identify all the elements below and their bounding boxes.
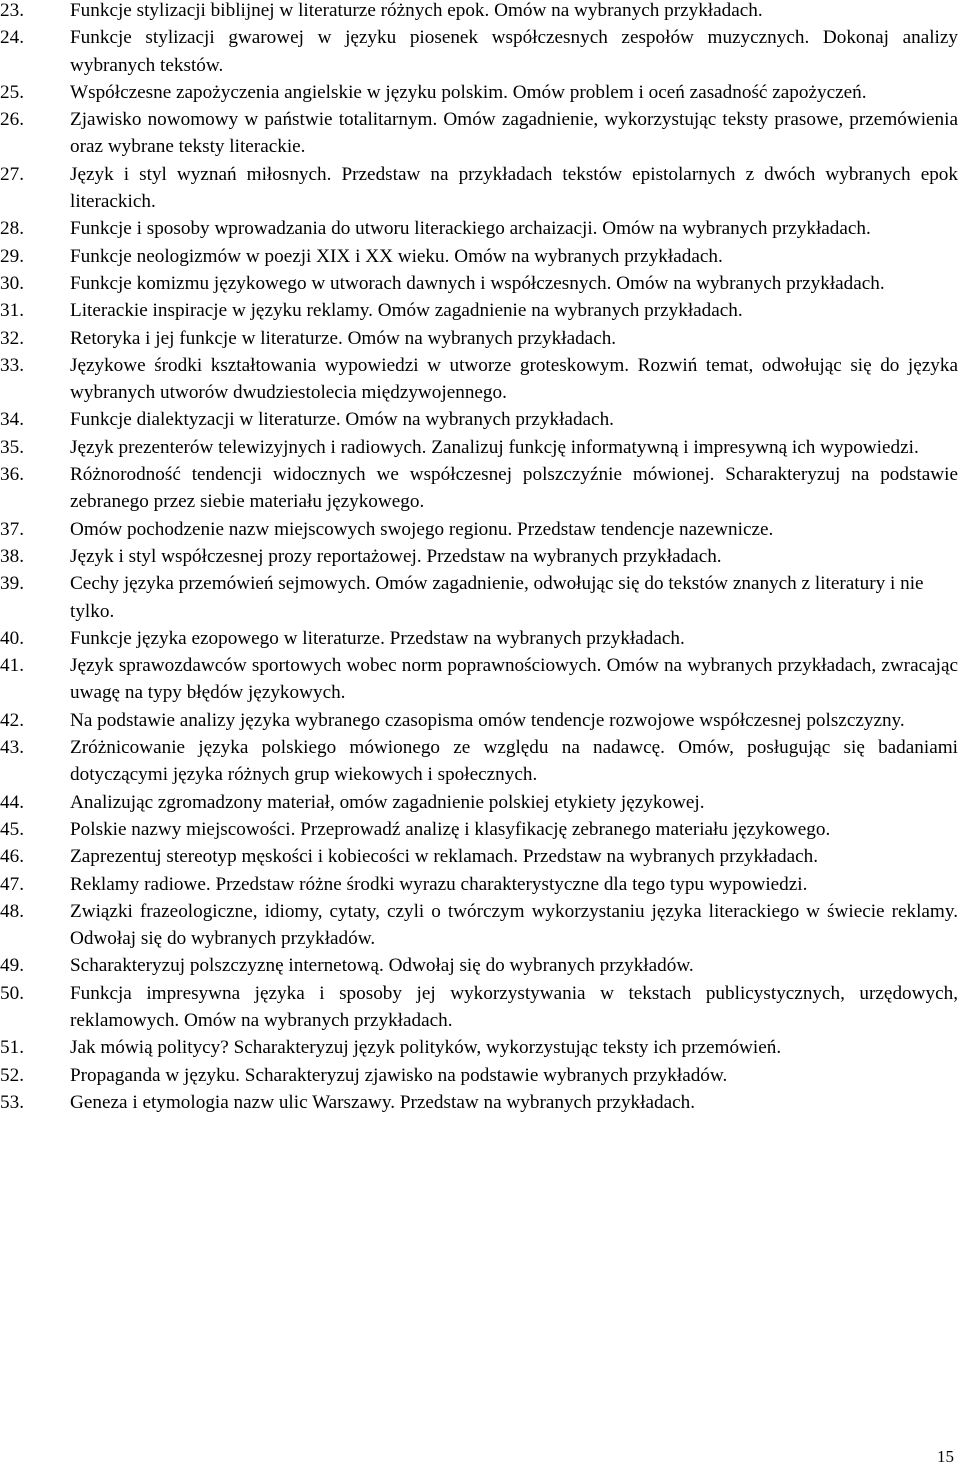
topic-item	[0, 543, 958, 570]
topic-text: Język sprawozdawców sportowych wobec norm poprawnościowych. Omów na wybranych przykładach, zwracając uwagę na typy błędów językowych.	[70, 655, 958, 704]
topic-number: 34.	[0, 409, 24, 431]
topic-text: Polskie nazwy miejscowości. Przeprowadź analizę i klasyfikację zebranego materiału językowego.	[70, 818, 831, 840]
topic-item	[0, 816, 958, 843]
topic-text: Literackie inspiracje w języku reklamy. Omów zagadnienie na wybranych przykładach.	[70, 300, 743, 322]
topic-number: 38.	[0, 545, 24, 567]
topic-item	[0, 325, 958, 352]
topic-item	[0, 570, 958, 625]
topic-item	[0, 871, 958, 898]
topic-text: Język prezenterów telewizyjnych i radiowych. Zanalizuj funkcję informatywną i impresywną ich wypowiedzi.	[70, 436, 919, 458]
topic-number: 45.	[0, 818, 24, 840]
topic-item	[0, 352, 958, 407]
topic-number: 51.	[0, 1037, 24, 1059]
topic-number: 39.	[0, 573, 24, 595]
topic-number: 46.	[0, 846, 24, 868]
topic-text: Jak mówią politycy? Scharakteryzuj język polityków, wykorzystując teksty ich przemówień.	[70, 1037, 782, 1059]
topic-item	[0, 1034, 958, 1061]
topic-number: 40.	[0, 627, 24, 649]
topic-text: Funkcje stylizacji biblijnej w literaturze różnych epok. Omów na wybranych przykładach.	[70, 0, 763, 21]
topic-number: 42.	[0, 709, 24, 731]
topic-item	[0, 898, 958, 953]
topic-item	[0, 980, 958, 1035]
topic-text: Funkcje stylizacji gwarowej w języku piosenek współczesnych zespołów muzycznych. Dokonaj analizy wybranych tekstów.	[70, 27, 958, 76]
topic-text: Różnorodność tendencji widocznych we współczesnej polszczyźnie mówionej. Scharakteryzuj na podstawie zebranego przez siebie materiału językowego.	[70, 464, 958, 513]
topic-item	[0, 270, 958, 297]
topic-text: Język i styl współczesnej prozy reportażowej. Przedstaw na wybranych przykładach.	[70, 545, 722, 567]
topic-text: Omów pochodzenie nazw miejscowych swojego regionu. Przedstaw tendencje nazewnicze.	[70, 518, 774, 540]
topic-number: 25.	[0, 81, 24, 103]
topic-text: Funkcje dialektyzacji w literaturze. Omów na wybranych przykładach.	[70, 409, 614, 431]
topic-text: Funkcja impresywna języka i sposoby jej wykorzystywania w tekstach publicystycznych, urzędowych, reklamowych. Omów na wybranych przykładach.	[70, 982, 958, 1031]
topic-item	[0, 434, 958, 461]
topic-item	[0, 789, 958, 816]
topic-number: 23.	[0, 0, 24, 21]
topic-number: 35.	[0, 436, 24, 458]
topic-item	[0, 1062, 958, 1089]
topic-item	[0, 106, 958, 161]
topic-text: Zaprezentuj stereotyp męskości i kobiecości w reklamach. Przedstaw na wybranych przykładach.	[70, 846, 819, 868]
topic-item	[0, 707, 958, 734]
topic-number: 32.	[0, 327, 24, 349]
topic-text: Językowe środki kształtowania wypowiedzi w utworze groteskowym. Rozwiń temat, odwołując się do języka wybranych utworów dwudziestolecia międzywojennego.	[70, 354, 958, 404]
topic-text: Cechy języka przemówień sejmowych. Omów zagadnienie, odwołując się do tekstów znanych z literatury i nie tylko.	[70, 573, 924, 622]
topic-item	[0, 79, 958, 106]
topic-number: 48.	[0, 900, 24, 922]
topic-number: 24.	[0, 27, 24, 49]
topic-number: 44.	[0, 791, 24, 813]
topic-number: 33.	[0, 354, 24, 376]
topic-item	[0, 243, 958, 270]
topic-text: Związki frazeologiczne, idiomy, cytaty, czyli o twórczym wykorzystaniu języka literackiego w świecie reklamy. Odwołaj się do wybranych przykładów.	[70, 900, 958, 950]
topic-text: Analizując zgromadzony materiał, omów zagadnienie polskiej etykiety językowej.	[70, 791, 705, 813]
topic-text: Scharakteryzuj polszczyznę internetową. Odwołaj się do wybranych przykładów.	[70, 955, 694, 977]
topic-number: 50.	[0, 982, 24, 1004]
topic-text: Zjawisko nowomowy w państwie totalitarnym. Omów zagadnienie, wykorzystując teksty prasowe, przemówienia oraz wybrane teksty literackie.	[70, 109, 958, 158]
topic-text: Propaganda w języku. Scharakteryzuj zjawisko na podstawie wybranych przykładów.	[70, 1064, 728, 1086]
topic-text: Współczesne zapożyczenia angielskie w języku polskim. Omów problem i oceń zasadność zapożyczeń.	[70, 81, 867, 103]
topic-item	[0, 406, 958, 433]
topic-text: Na podstawie analizy języka wybranego czasopisma omów tendencje rozwojowe współczesnej polszczyzny.	[70, 709, 905, 731]
topic-item	[0, 215, 958, 242]
topic-text: Zróżnicowanie języka polskiego mówionego ze względu na nadawcę. Omów, posługując się badaniami dotyczącymi języka różnych grup wiekowych i społecznych.	[70, 737, 958, 786]
topic-item	[0, 625, 958, 652]
page-number: 15	[937, 1447, 954, 1466]
topic-item	[0, 843, 958, 870]
topic-number: 28.	[0, 218, 24, 240]
topic-number: 26.	[0, 109, 24, 131]
topic-item	[0, 734, 958, 789]
topic-number: 52.	[0, 1064, 24, 1086]
topic-item	[0, 1089, 958, 1116]
topic-item	[0, 516, 958, 543]
topic-text: Język i styl wyznań miłosnych. Przedstaw na przykładach tekstów epistolarnych z dwóch wybranych epok literackich.	[70, 163, 958, 213]
topic-number: 53.	[0, 1091, 24, 1113]
topic-number: 36.	[0, 464, 24, 486]
topic-number: 30.	[0, 272, 24, 294]
topic-item	[0, 161, 958, 216]
topic-item	[0, 652, 958, 707]
topic-number: 29.	[0, 245, 24, 267]
topic-number: 27.	[0, 163, 24, 185]
topic-item	[0, 297, 958, 324]
topic-item	[0, 461, 958, 516]
topic-item	[0, 24, 958, 79]
topic-number: 43.	[0, 737, 24, 759]
topic-text: Funkcje komizmu językowego w utworach dawnych i współczesnych. Omów na wybranych przykładach.	[70, 272, 885, 294]
topic-number: 47.	[0, 873, 24, 895]
topic-number: 31.	[0, 300, 24, 322]
topic-text: Funkcje języka ezopowego w literaturze. Przedstaw na wybranych przykładach.	[70, 627, 685, 649]
topic-text: Retoryka i jej funkcje w literaturze. Omów na wybranych przykładach.	[70, 327, 617, 349]
topic-number: 49.	[0, 955, 24, 977]
topic-text: Geneza i etymologia nazw ulic Warszawy. Przedstaw na wybranych przykładach.	[70, 1091, 695, 1113]
topic-item	[0, 952, 958, 979]
topic-number: 41.	[0, 655, 24, 677]
topic-number: 37.	[0, 518, 24, 540]
topic-text: Funkcje i sposoby wprowadzania do utworu literackiego archaizacji. Omów na wybranych przykładach.	[70, 218, 871, 240]
topic-text: Reklamy radiowe. Przedstaw różne środki wyrazu charakterystyczne dla tego typu wypowiedzi.	[70, 873, 808, 895]
topic-text: Funkcje neologizmów w poezji XIX i XX wieku. Omów na wybranych przykładach.	[70, 245, 723, 267]
topic-item	[0, 0, 958, 24]
